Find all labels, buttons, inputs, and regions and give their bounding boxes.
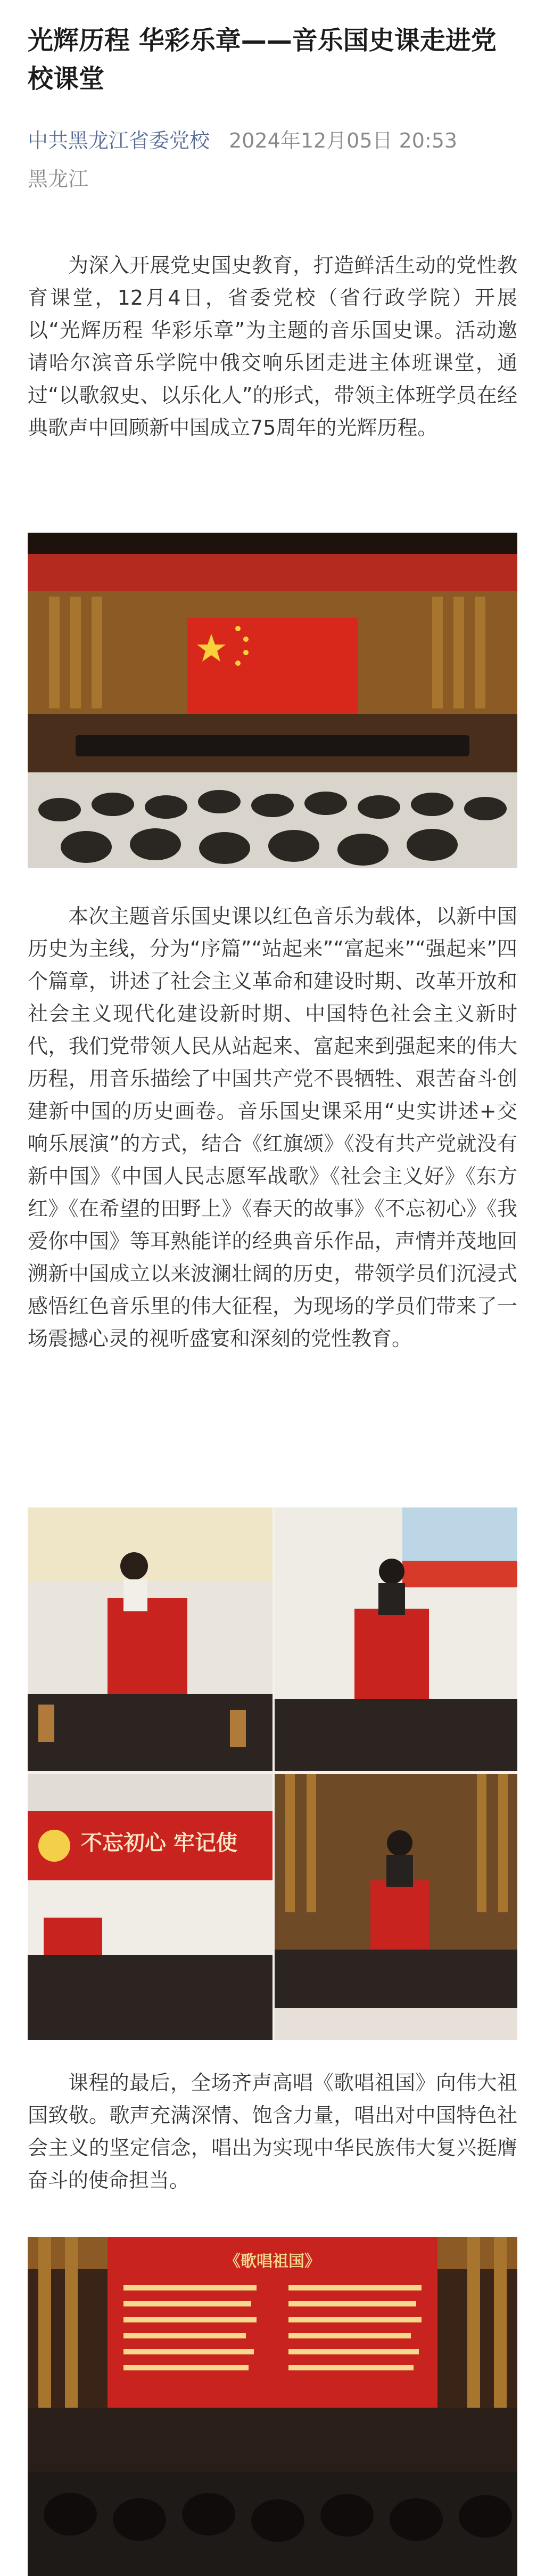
- photo-collage: [28, 1507, 517, 2040]
- collage-conductor: [275, 1774, 517, 2040]
- concert-hall-image: [28, 533, 517, 868]
- collage-speaker-left: [28, 1507, 272, 1771]
- collage-banner-text: 不忘初心 牢记使: [81, 1831, 237, 1855]
- photo-choir: [28, 2237, 517, 2576]
- publish-datetime: 2024年12月05日 20:53: [229, 129, 458, 152]
- choir-image: [28, 2237, 517, 2576]
- paragraph-program: 本次主题音乐国史课以红色音乐为载体，以新中国历史为主线，分为“序篇”“站起来”“富起来”“强起来”四个篇章，讲述了社会主义革命和建设时期、改革开放和社会主义现代化建设新时期、中国特色社会主义新时代，我们党带领人民从站起来、富起来到强起来的伟大历程，用音乐描绘了中国共产党不畏牺牲、艰苦奋斗创建新中国的历史画卷。音乐国史课采用“史实讲述+交响乐展演”的方式，结合《红旗颂》《没有共产党就没有新中国》《中国人民志愿军战歌》《社会主义好》《东方红》《在希望的田野上》《春天的故事》《不忘初心》《我爱你中国》等耳熟能详的经典音乐作品，声情并茂地回溯新中国成立以来波澜壮阔的历史，带领学员们沉浸式感悟红色音乐里的伟大征程，为现场的学员们带来了一场震撼心灵的视听盛宴和深刻的党性教育。: [28, 904, 517, 1350]
- screen-song-title: 《歌唱祖国》: [225, 2252, 320, 2271]
- article-meta: [28, 127, 457, 154]
- photo-concert-hall: [28, 533, 517, 868]
- publish-region: 黑龙江: [28, 167, 89, 191]
- paragraph-intro: 为深入开展党史国史教育，打造鲜活生动的党性教育课堂，12月4日，省委党校（省行政学院）开展以“光辉历程 华彩乐章”为主题的音乐国史课。活动邀请哈尔滨音乐学院中俄交响乐团走进主体班课堂，通过“以歌叙史、以乐化人”的形式，带领主体班学员在经典歌声中回顾新中国成立75周年的光辉历程。: [28, 254, 517, 439]
- collage-speaker-right: [275, 1507, 517, 1771]
- paragraph-closing: 课程的最后，全场齐声高唱《歌唱祖国》向伟大祖国致敬。歌声充满深情、饱含力量，唱出对中国特色社会主义的坚定信念，唱出为实现中华民族伟大复兴挺膺奋斗的使命担当。: [28, 2071, 517, 2192]
- account-name-link[interactable]: 中共黑龙江省委党校: [28, 129, 210, 152]
- article-title: 光辉历程 华彩乐章——音乐国史课走进党校课堂: [28, 26, 497, 94]
- collage-banner-stage: [28, 1774, 272, 2040]
